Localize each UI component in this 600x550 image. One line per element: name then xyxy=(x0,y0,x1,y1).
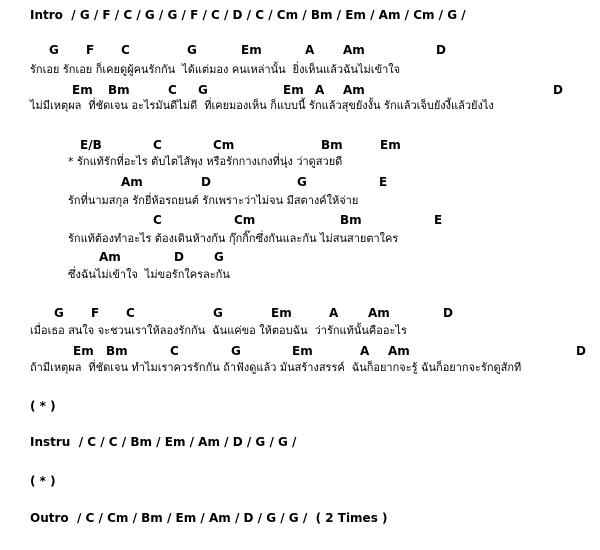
chord: G xyxy=(231,344,241,358)
chord: Am xyxy=(343,43,365,57)
chord: G xyxy=(54,306,64,320)
outro-line: Outro / C / Cm / Bm / Em / Am / D / G / G / ( 2 Times ) xyxy=(30,511,388,525)
chorus-lyric-1: * รักแท้รักที่อะไร ตับไตไส้พุง หรือรักกางเกงที่นุ่ง ว่าดูสวยดี xyxy=(68,155,343,168)
chord: C xyxy=(168,83,177,97)
chord: Cm xyxy=(234,213,256,227)
chorus-chords-1 xyxy=(0,138,600,152)
chord: Em xyxy=(73,344,94,358)
chorus-chords-2 xyxy=(0,175,600,189)
verse2-lyric-2: ถ้ามีเหตุผล ที่ชัดเจน ทำไมเราควรรักกัน ถ้าฟังดูแล้ว มันสร้างสรรค์ ฉันก็อยากจะรู้ ฉันก็อยากจะรักดูสักที xyxy=(30,361,522,374)
chorus-marker-2: ( * ) xyxy=(30,474,56,488)
chord: C xyxy=(121,43,130,57)
chord: C xyxy=(170,344,179,358)
chord: A xyxy=(360,344,370,358)
chord: D xyxy=(201,175,211,189)
chorus-lyric-3: รักแท้ต้องทำอะไร ต้องเดินห้างกัน กุ๊กกิ๊กซึ่งกันและกัน ไม่สนสายตาใคร xyxy=(68,232,399,245)
chorus-lyric-2: รักที่นามสกุล รักยี่ห้อรถยนต์ รักเพราะว่าไม่จน มีสตางค์ให้จ่าย xyxy=(68,194,359,207)
chord: D xyxy=(553,83,563,97)
chord: Am xyxy=(121,175,143,189)
verse1-chords-2 xyxy=(0,83,600,97)
chord: Am xyxy=(99,250,121,264)
intro-line: Intro / G / F / C / G / G / F / C / D / C / Cm / Bm / Em / Am / Cm / G / xyxy=(30,8,466,22)
verse1-lyric-1: รักเอย รักเอย ก็เคยดูผู้คนรักกัน ได้แต่มอง คนเหล่านั้น ยิ่งเห็นแล้วฉันไม่เข้าใจ xyxy=(30,63,401,76)
chord: C xyxy=(126,306,135,320)
chord: A xyxy=(329,306,339,320)
chord: G xyxy=(214,250,224,264)
chord: D xyxy=(436,43,446,57)
chord: Bm xyxy=(321,138,343,152)
chord: Cm xyxy=(213,138,235,152)
chord: C xyxy=(153,138,162,152)
chord: D xyxy=(443,306,453,320)
chord: F xyxy=(86,43,95,57)
verse2-chords-1 xyxy=(0,306,600,320)
chord: Em xyxy=(283,83,304,97)
chord: Em xyxy=(292,344,313,358)
chord: G xyxy=(213,306,223,320)
chord: F xyxy=(91,306,100,320)
chord: Em xyxy=(241,43,262,57)
chord: D xyxy=(576,344,586,358)
chord: G xyxy=(198,83,208,97)
chord: E xyxy=(379,175,388,189)
chord: Am xyxy=(368,306,390,320)
chord: C xyxy=(153,213,162,227)
chorus-marker: ( * ) xyxy=(30,399,56,413)
chord: G xyxy=(297,175,307,189)
chord: Bm xyxy=(106,344,128,358)
chord: G xyxy=(49,43,59,57)
chord: A xyxy=(315,83,325,97)
chord: Em xyxy=(72,83,93,97)
chord: Am xyxy=(388,344,410,358)
chord: E xyxy=(434,213,443,227)
chorus-chords-4 xyxy=(0,250,600,264)
verse1-chords-1 xyxy=(0,43,600,57)
chord: G xyxy=(187,43,197,57)
verse1-lyric-2: ไม่มีเหตุผล ที่ชัดเจน อะไรมันดีไม่ดี ที่เคยมองเห็น ก็แบบนี้ รักแล้วสุขยังงั้น รักแล้วเจ็บยังงี้แล้วยังไง xyxy=(30,99,494,112)
verse2-chords-2 xyxy=(0,344,600,358)
chorus-chords-3 xyxy=(0,213,600,227)
chorus-lyric-4: ซึ่งฉันไม่เข้าใจ ไม่ขอรักใครละกัน xyxy=(68,268,230,281)
chord: Bm xyxy=(108,83,130,97)
instrumental-line: Instru / C / C / Bm / Em / Am / D / G / G / xyxy=(30,435,297,449)
chord: E/B xyxy=(80,138,102,152)
verse2-lyric-1: เมื่อเธอ สนใจ จะชวนเราให้ลองรักกัน ฉันแค่ขอ ให้ตอบฉัน ว่ารักแท้นั้นคืออะไร xyxy=(30,324,407,337)
chord: D xyxy=(174,250,184,264)
chord: Bm xyxy=(340,213,362,227)
chord: Em xyxy=(380,138,401,152)
chord: Am xyxy=(343,83,365,97)
chord: A xyxy=(305,43,315,57)
chord: Em xyxy=(271,306,292,320)
